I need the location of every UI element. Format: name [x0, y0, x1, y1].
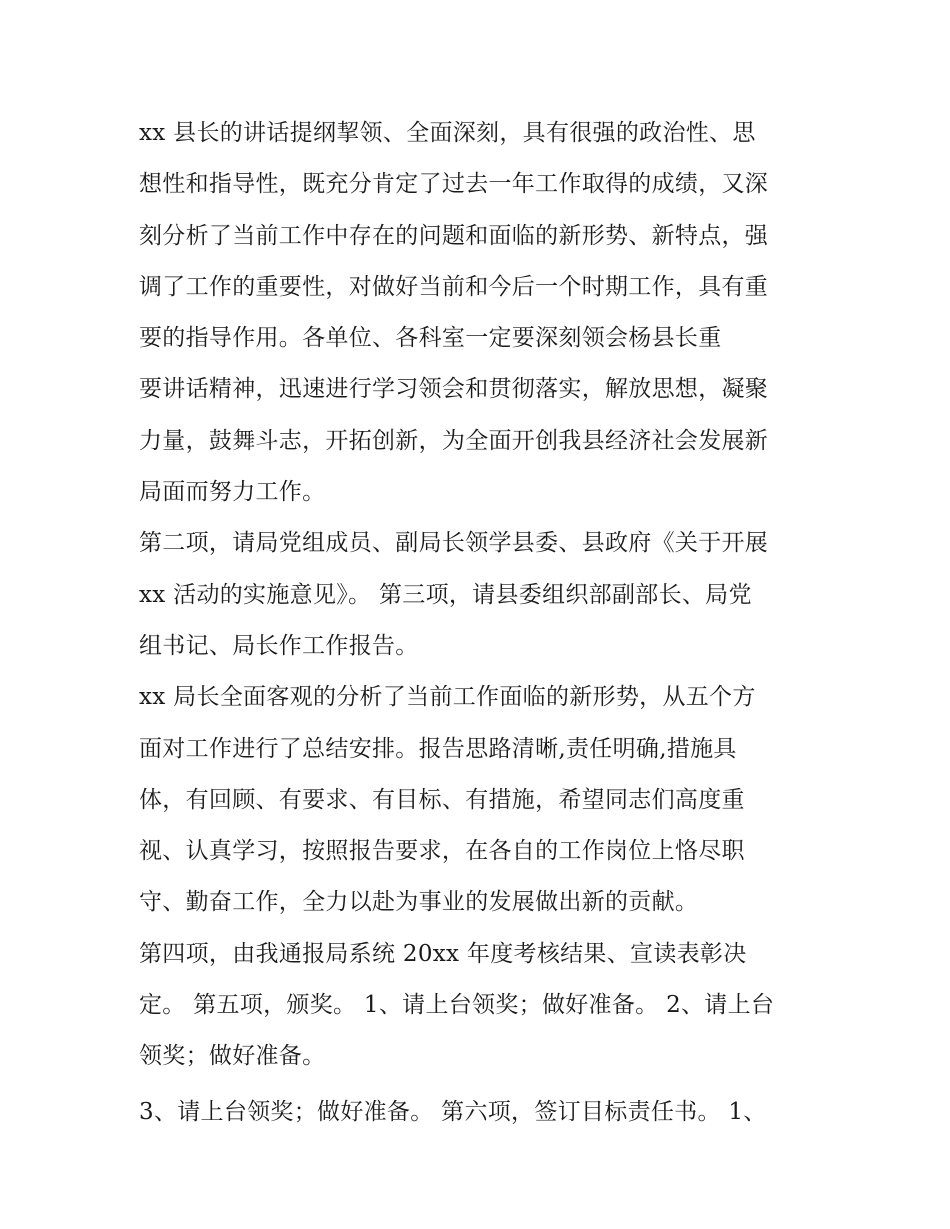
- text-line: 第二项，请局党组成员、副局长领学县委、县政府《关于开展: [139, 530, 769, 557]
- text-line: 力量，鼓舞斗志，开拓创新，为全面开创我县经济社会发展新: [139, 427, 769, 454]
- text-line: 想性和指导性，既充分肯定了过去一年工作取得的成绩，又深: [139, 171, 769, 198]
- text-line: 组书记、局长作工作报告。: [139, 632, 419, 659]
- text-line: 视、认真学习，按照报告要求，在各自的工作岗位上恪尽职: [139, 838, 745, 865]
- text-line: 要讲话精神，迅速进行学习领会和贯彻落实，解放思想，凝聚: [139, 376, 769, 403]
- text-line: xx 活动的实施意见》。 第三项，请县委组织部副部长、局党: [139, 581, 752, 608]
- body-text: [139, 108, 819, 1138]
- text-line: xx 县长的讲话提纲挈领、全面深刻，具有很强的政治性、思: [139, 120, 756, 146]
- text-line: 定。 第五项，颁奖。 1、请上台领奖；做好准备。 2、请上台: [139, 992, 775, 1019]
- text-line: 要的指导作用。各单位、各科室一定要深刻领会杨县长重: [139, 325, 722, 352]
- text-line: 刻分析了当前工作中存在的问题和面临的新形势、新特点，强: [139, 222, 769, 249]
- text-line: 局面而努力工作。: [139, 479, 326, 506]
- text-line: 体，有回顾、有要求、有目标、有措施，希望同志们高度重: [139, 786, 745, 813]
- text-line: 调了工作的重要性，对做好当前和今后一个时期工作，具有重: [139, 273, 769, 300]
- text-line: 3、请上台领奖；做好准备。 第六项，签订目标责任书。 1、: [139, 1098, 767, 1125]
- text-line: 领奖；做好准备。: [139, 1043, 326, 1070]
- text-line: xx 局长全面客观的分析了当前工作面临的新形势，从五个方: [139, 684, 756, 711]
- text-line: 第四项，由我通报局系统 20xx 年度考核结果、宣读表彰决: [139, 940, 747, 967]
- text-line: 面对工作进行了总结安排。报告思路清晰,责任明确,措施具: [139, 735, 737, 762]
- text-line: 守、勤奋工作，全力以赴为事业的发展做出新的贡献。: [139, 889, 699, 916]
